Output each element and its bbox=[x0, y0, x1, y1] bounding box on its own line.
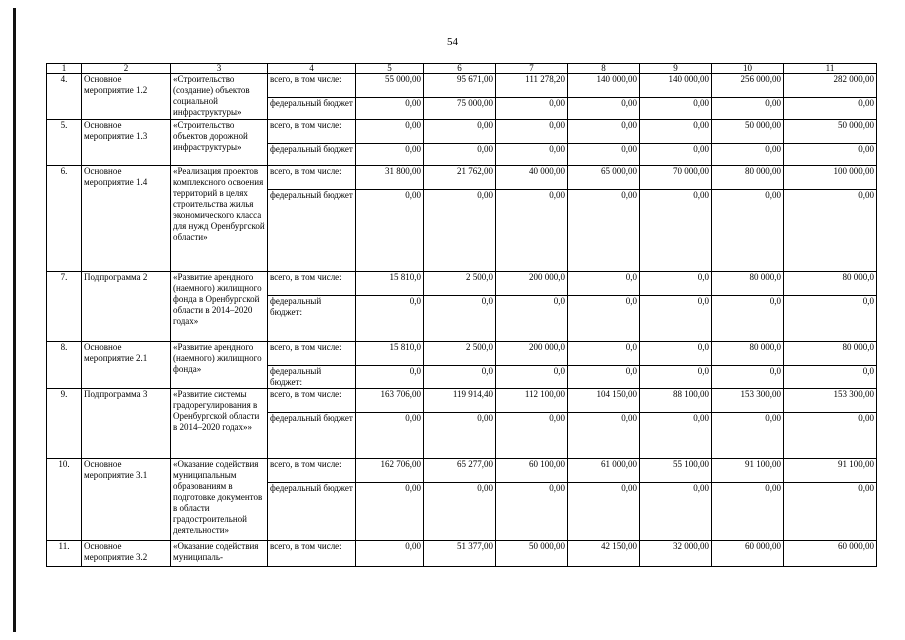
amount-cell: 0,00 bbox=[496, 120, 568, 144]
funding-source-cell: федеральный бюджет bbox=[268, 190, 356, 272]
amount-cell: 42 150,00 bbox=[568, 541, 640, 567]
funding-source-cell: федеральный бюджет bbox=[268, 413, 356, 459]
header-cell: 9 bbox=[640, 64, 712, 74]
amount-cell: 0,00 bbox=[640, 413, 712, 459]
amount-cell: 140 000,00 bbox=[568, 74, 640, 98]
amount-cell: 51 377,00 bbox=[424, 541, 496, 567]
amount-cell: 80 000,0 bbox=[712, 342, 784, 366]
row-number-cell: 8. bbox=[47, 342, 82, 389]
funding-source-cell: федеральный бюджет bbox=[268, 483, 356, 541]
amount-cell: 0,00 bbox=[712, 98, 784, 120]
amount-cell: 0,00 bbox=[568, 120, 640, 144]
amount-cell: 0,00 bbox=[784, 413, 877, 459]
amount-cell: 111 278,20 bbox=[496, 74, 568, 98]
amount-cell: 0,00 bbox=[424, 413, 496, 459]
header-cell: 5 bbox=[356, 64, 424, 74]
amount-cell: 91 100,00 bbox=[784, 459, 877, 483]
amount-cell: 0,00 bbox=[784, 98, 877, 120]
amount-cell: 50 000,00 bbox=[784, 120, 877, 144]
amount-cell: 0,00 bbox=[568, 190, 640, 272]
table-row bbox=[47, 120, 877, 144]
measure-name-cell: Основное мероприятие 3.1 bbox=[82, 459, 171, 541]
amount-cell: 0,00 bbox=[712, 144, 784, 166]
amount-cell: 0,0 bbox=[712, 366, 784, 389]
funding-source-cell: всего, в том числе: bbox=[268, 389, 356, 413]
page-number: 54 bbox=[447, 36, 458, 48]
funding-source-cell: федеральный бюджет: bbox=[268, 296, 356, 342]
table-row bbox=[47, 389, 877, 413]
amount-cell: 80 000,0 bbox=[784, 272, 877, 296]
amount-cell: 153 300,00 bbox=[712, 389, 784, 413]
amount-cell: 112 100,00 bbox=[496, 389, 568, 413]
amount-cell: 282 000,00 bbox=[784, 74, 877, 98]
measure-title-cell: «Реализация проектов комплексного освоения территорий в целях строительства жилья экономического класса для нужд Оренбургской области» bbox=[171, 166, 268, 272]
amount-cell: 0,00 bbox=[568, 144, 640, 166]
measure-name-cell: Основное мероприятие 1.4 bbox=[82, 166, 171, 272]
amount-cell: 0,00 bbox=[568, 483, 640, 541]
measure-title-cell: «Строительство объектов дорожной инфраструктуры» bbox=[171, 120, 268, 166]
amount-cell: 15 810,0 bbox=[356, 342, 424, 366]
measure-title-cell: «Развитие арендного (наемного) жилищного фонда» bbox=[171, 342, 268, 389]
amount-cell: 0,0 bbox=[784, 366, 877, 389]
measure-name-cell: Основное мероприятие 1.3 bbox=[82, 120, 171, 166]
header-cell: 6 bbox=[424, 64, 496, 74]
header-cell: 2 bbox=[82, 64, 171, 74]
amount-cell: 0,0 bbox=[496, 366, 568, 389]
amount-cell: 0,00 bbox=[784, 144, 877, 166]
amount-cell: 0,00 bbox=[640, 98, 712, 120]
column-number-row bbox=[47, 64, 877, 74]
amount-cell: 0,00 bbox=[356, 120, 424, 144]
row-number-cell: 9. bbox=[47, 389, 82, 459]
table-row bbox=[47, 541, 877, 567]
page-edge-line bbox=[13, 8, 16, 632]
amount-cell: 0,0 bbox=[640, 342, 712, 366]
amount-cell: 0,00 bbox=[496, 413, 568, 459]
row-number-cell: 4. bbox=[47, 74, 82, 120]
header-cell: 10 bbox=[712, 64, 784, 74]
amount-cell: 0,00 bbox=[356, 98, 424, 120]
amount-cell: 60 000,00 bbox=[712, 541, 784, 567]
measure-title-cell: «Развитие системы градорегулирования в Оренбургской области в 2014–2020 годах»» bbox=[171, 389, 268, 459]
table-row bbox=[47, 166, 877, 190]
amount-cell: 0,00 bbox=[712, 413, 784, 459]
amount-cell: 50 000,00 bbox=[712, 120, 784, 144]
amount-cell: 88 100,00 bbox=[640, 389, 712, 413]
amount-cell: 0,0 bbox=[424, 296, 496, 342]
amount-cell: 200 000,0 bbox=[496, 342, 568, 366]
funding-source-cell: федеральный бюджет: bbox=[268, 366, 356, 389]
amount-cell: 0,00 bbox=[424, 190, 496, 272]
funding-source-cell: всего, в том числе: bbox=[268, 166, 356, 190]
header-cell: 3 bbox=[171, 64, 268, 74]
amount-cell: 0,00 bbox=[356, 190, 424, 272]
amount-cell: 60 100,00 bbox=[496, 459, 568, 483]
row-number-cell: 5. bbox=[47, 120, 82, 166]
amount-cell: 140 000,00 bbox=[640, 74, 712, 98]
amount-cell: 0,0 bbox=[568, 342, 640, 366]
row-number-cell: 10. bbox=[47, 459, 82, 541]
funding-source-cell: всего, в том числе: bbox=[268, 74, 356, 98]
amount-cell: 104 150,00 bbox=[568, 389, 640, 413]
amount-cell: 0,00 bbox=[712, 483, 784, 541]
amount-cell: 0,0 bbox=[568, 366, 640, 389]
amount-cell: 0,00 bbox=[496, 144, 568, 166]
amount-cell: 0,0 bbox=[568, 296, 640, 342]
amount-cell: 100 000,00 bbox=[784, 166, 877, 190]
amount-cell: 75 000,00 bbox=[424, 98, 496, 120]
amount-cell: 0,0 bbox=[496, 296, 568, 342]
amount-cell: 0,00 bbox=[356, 483, 424, 541]
amount-cell: 70 000,00 bbox=[640, 166, 712, 190]
amount-cell: 40 000,00 bbox=[496, 166, 568, 190]
amount-cell: 162 706,00 bbox=[356, 459, 424, 483]
amount-cell: 2 500,0 bbox=[424, 272, 496, 296]
header-cell: 1 bbox=[47, 64, 82, 74]
measure-title-cell: «Оказание содействия муниципаль- bbox=[171, 541, 268, 567]
amount-cell: 65 277,00 bbox=[424, 459, 496, 483]
amount-cell: 0,0 bbox=[568, 272, 640, 296]
amount-cell: 80 000,0 bbox=[784, 342, 877, 366]
amount-cell: 0,0 bbox=[356, 296, 424, 342]
table-row bbox=[47, 459, 877, 483]
measure-name-cell: Основное мероприятие 1.2 bbox=[82, 74, 171, 120]
amount-cell: 32 000,00 bbox=[640, 541, 712, 567]
funding-source-cell: всего, в том числе: bbox=[268, 342, 356, 366]
amount-cell: 0,00 bbox=[424, 483, 496, 541]
amount-cell: 95 671,00 bbox=[424, 74, 496, 98]
amount-cell: 61 000,00 bbox=[568, 459, 640, 483]
row-number-cell: 6. bbox=[47, 166, 82, 272]
amount-cell: 0,00 bbox=[424, 144, 496, 166]
measure-name-cell: Основное мероприятие 2.1 bbox=[82, 342, 171, 389]
amount-cell: 0,0 bbox=[424, 366, 496, 389]
amount-cell: 0,00 bbox=[640, 190, 712, 272]
table-row bbox=[47, 342, 877, 366]
row-number-cell: 11. bbox=[47, 541, 82, 567]
amount-cell: 163 706,00 bbox=[356, 389, 424, 413]
funding-source-cell: всего, в том числе: bbox=[268, 459, 356, 483]
amount-cell: 0,0 bbox=[712, 296, 784, 342]
measure-name-cell: Основное мероприятие 3.2 bbox=[82, 541, 171, 567]
header-cell: 4 bbox=[268, 64, 356, 74]
amount-cell: 153 300,00 bbox=[784, 389, 877, 413]
amount-cell: 256 000,00 bbox=[712, 74, 784, 98]
amount-cell: 2 500,0 bbox=[424, 342, 496, 366]
amount-cell: 0,00 bbox=[568, 98, 640, 120]
amount-cell: 0,00 bbox=[424, 120, 496, 144]
amount-cell: 0,00 bbox=[568, 413, 640, 459]
amount-cell: 31 800,00 bbox=[356, 166, 424, 190]
amount-cell: 0,0 bbox=[640, 296, 712, 342]
amount-cell: 50 000,00 bbox=[496, 541, 568, 567]
measure-title-cell: «Строительство (создание) объектов социальной инфраструктуры» bbox=[171, 74, 268, 120]
amount-cell: 91 100,00 bbox=[712, 459, 784, 483]
amount-cell: 80 000,00 bbox=[712, 166, 784, 190]
amount-cell: 65 000,00 bbox=[568, 166, 640, 190]
amount-cell: 200 000,0 bbox=[496, 272, 568, 296]
amount-cell: 60 000,00 bbox=[784, 541, 877, 567]
measure-name-cell: Подпрограмма 2 bbox=[82, 272, 171, 342]
funding-source-cell: всего, в том числе: bbox=[268, 120, 356, 144]
amount-cell: 15 810,0 bbox=[356, 272, 424, 296]
table-row bbox=[47, 272, 877, 296]
amount-cell: 21 762,00 bbox=[424, 166, 496, 190]
amount-cell: 0,0 bbox=[784, 296, 877, 342]
amount-cell: 0,00 bbox=[356, 413, 424, 459]
amount-cell: 0,00 bbox=[712, 190, 784, 272]
amount-cell: 0,00 bbox=[640, 120, 712, 144]
budget-table bbox=[46, 63, 877, 567]
amount-cell: 0,00 bbox=[496, 98, 568, 120]
amount-cell: 0,00 bbox=[496, 483, 568, 541]
amount-cell: 0,00 bbox=[784, 190, 877, 272]
amount-cell: 0,00 bbox=[356, 144, 424, 166]
amount-cell: 0,00 bbox=[356, 541, 424, 567]
amount-cell: 119 914,40 bbox=[424, 389, 496, 413]
funding-source-cell: всего, в том числе: bbox=[268, 272, 356, 296]
header-cell: 8 bbox=[568, 64, 640, 74]
measure-title-cell: «Оказание содействия муниципальным образованиям в подготовке документов в области градостроительной деятельности» bbox=[171, 459, 268, 541]
header-cell: 11 bbox=[784, 64, 877, 74]
amount-cell: 0,00 bbox=[640, 144, 712, 166]
amount-cell: 0,00 bbox=[640, 483, 712, 541]
amount-cell: 0,0 bbox=[640, 366, 712, 389]
amount-cell: 80 000,0 bbox=[712, 272, 784, 296]
measure-title-cell: «Развитие арендного (наемного) жилищного фонда в Оренбургской области в 2014–2020 годах» bbox=[171, 272, 268, 342]
amount-cell: 0,0 bbox=[640, 272, 712, 296]
funding-source-cell: всего, в том числе: bbox=[268, 541, 356, 567]
funding-source-cell: федеральный бюджет bbox=[268, 98, 356, 120]
amount-cell: 0,00 bbox=[496, 190, 568, 272]
header-cell: 7 bbox=[496, 64, 568, 74]
amount-cell: 0,0 bbox=[356, 366, 424, 389]
row-number-cell: 7. bbox=[47, 272, 82, 342]
measure-name-cell: Подпрограмма 3 bbox=[82, 389, 171, 459]
amount-cell: 0,00 bbox=[784, 483, 877, 541]
amount-cell: 55 000,00 bbox=[356, 74, 424, 98]
amount-cell: 55 100,00 bbox=[640, 459, 712, 483]
funding-source-cell: федеральный бюджет bbox=[268, 144, 356, 166]
table-row bbox=[47, 74, 877, 98]
